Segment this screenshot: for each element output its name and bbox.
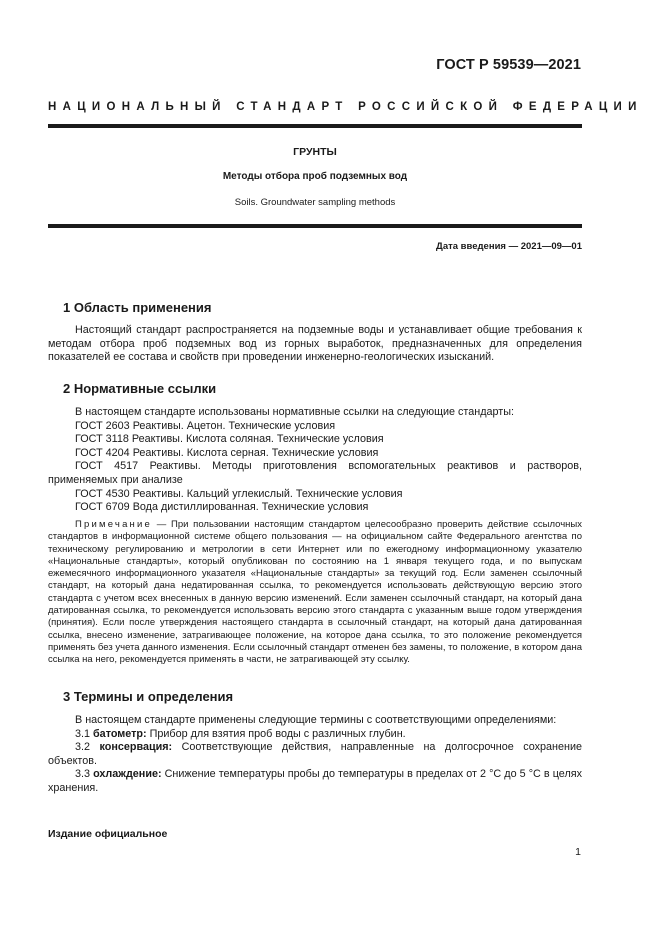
reference-item: ГОСТ 3118 Реактивы. Кислота соляная. Технические условия bbox=[75, 433, 384, 446]
term-name: охлаждение: bbox=[93, 768, 162, 781]
intro-date: Дата введения — 2021—09—01 bbox=[436, 241, 582, 252]
term-number: 3.2 bbox=[75, 741, 91, 754]
term-item bbox=[48, 768, 582, 795]
section-2-heading: 2 Нормативные ссылки bbox=[63, 381, 217, 396]
reference-note bbox=[48, 519, 582, 667]
term-name: консервация: bbox=[99, 741, 173, 754]
official-edition-label: Издание официальное bbox=[48, 828, 168, 840]
page-number: 1 bbox=[575, 846, 581, 858]
section-3-heading: 3 Термины и определения bbox=[63, 689, 234, 704]
national-standard-banner: НАЦИОНАЛЬНЫЙ СТАНДАРТ РОССИЙСКОЙ ФЕДЕРАЦИИ bbox=[48, 101, 643, 113]
document-english-title: Soils. Groundwater sampling methods bbox=[234, 197, 396, 208]
document-subtitle: Методы отбора проб подземных вод bbox=[222, 171, 408, 182]
term-item bbox=[48, 728, 582, 742]
term-name: батометр: bbox=[93, 727, 147, 740]
reference-item: ГОСТ 4530 Реактивы. Кальций углекислый. Технические условия bbox=[75, 487, 403, 500]
term-item bbox=[48, 741, 582, 768]
term-number: 3.1 bbox=[75, 727, 91, 740]
section-1-text: Настоящий стандарт распространяется на подземные воды и устанавливает общие требования к методам отбора проб подземных вод из горных выработок, предназначенных для определения показателей ее состава и свойств при проведении инженерно-геологических изысканий. bbox=[48, 324, 582, 364]
top-rule bbox=[48, 124, 582, 128]
section-3-intro: В настоящем стандарте применены следующие термины с соответствующими определениями: bbox=[75, 714, 557, 726]
term-definition: Снижение температуры пробы до температуры в пределах от 2 °C до 5 °C в целях хранения. bbox=[48, 768, 582, 794]
gost-code: ГОСТ Р 59539—2021 bbox=[436, 57, 581, 73]
reference-item: ГОСТ 4204 Реактивы. Кислота серная. Технические условия bbox=[75, 446, 379, 459]
document-title: ГРУНТЫ bbox=[293, 146, 337, 158]
section-3-body bbox=[48, 714, 582, 796]
term-definition: Соответствующие действия, направленные на долгосрочное сохранение объектов. bbox=[48, 741, 582, 767]
section-2-intro: В настоящем стандарте использованы нормативные ссылки на следующие стандарты: bbox=[75, 406, 514, 418]
note-label: Примечание bbox=[75, 519, 152, 530]
note-text: — При пользовании настоящим стандартом целесообразно проверить действие ссылочных стандартов в информационной системе общего пользования — на официальном сайте Федерального агентства по техническому регулированию и метрологии в сети Интернет или по ежегодному информационному указателю «Национальные стандарты», который опубликован по состоянию на 1 января текущего года, и по выпускам ежемесячного информационного указателя «Национальные стандарты» за текущий год. Если заменен ссылочный стандарт, на который дана недатированная ссылка, то рекомендуется использовать действующую версию этого стандарта с учетом всех внесенных в данную версию изменений. Если заменен ссылочный стандарт, на который дана датированная ссылка, то рекомендуется использовать версию этого стандарта с указанным выше годом утверждения (принятия). Если после утверждения настоящего стандарта в ссылочный стандарт, на который дана датированная ссылка, внесено изменение, затрагивающее положение, на которое дана ссылка, то это положение рекомендуется применять без учета данного изменения. Если ссылочный стандарт отменен без замены, то положение, в котором дана ссылка на него, рекомендуется применять в части, не затрагивающей эту ссылку. bbox=[48, 519, 582, 666]
section-2-body bbox=[48, 406, 582, 515]
term-number: 3.3 bbox=[75, 768, 91, 781]
bottom-rule bbox=[48, 224, 582, 228]
term-definition: Прибор для взятия проб воды с различных глубин. bbox=[146, 727, 406, 740]
reference-item: ГОСТ 6709 Вода дистиллированная. Технические условия bbox=[75, 501, 369, 514]
section-1-heading: 1 Область применения bbox=[63, 300, 212, 315]
section-1-body bbox=[48, 324, 582, 365]
reference-item: ГОСТ 4517 Реактивы. Методы приготовления вспомогательных реактивов и растворов, применяемых при анализе bbox=[48, 460, 582, 486]
reference-item: ГОСТ 2603 Реактивы. Ацетон. Технические условия bbox=[75, 419, 336, 432]
